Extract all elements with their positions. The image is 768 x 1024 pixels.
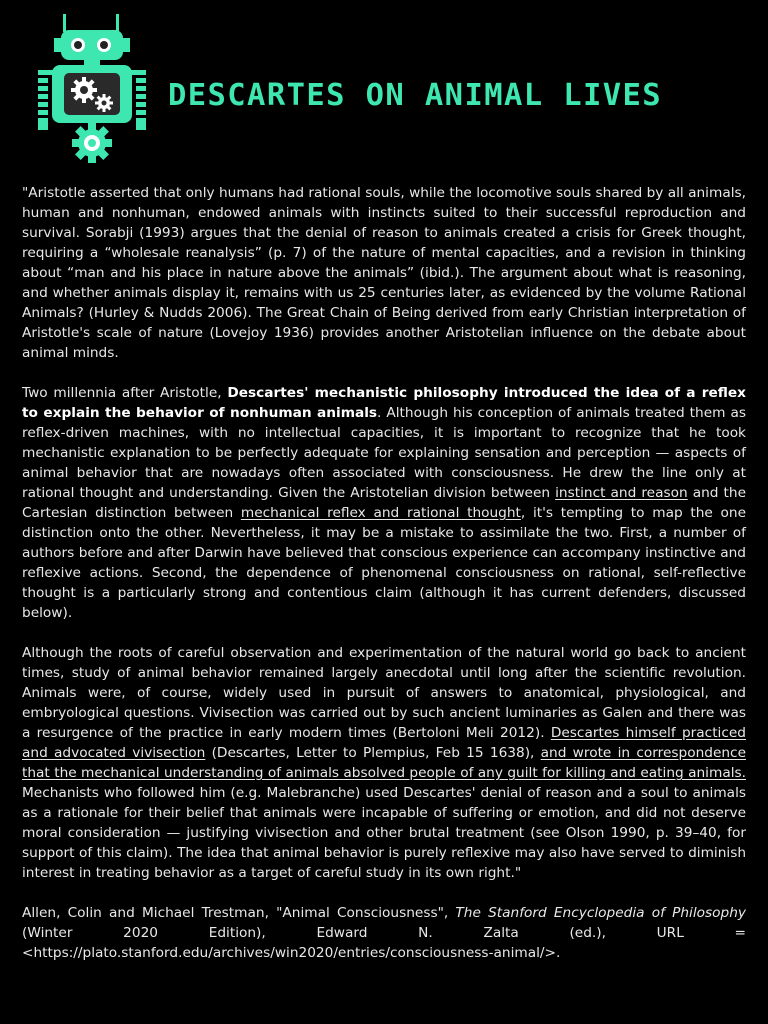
citation-text-1: Allen, Colin and Michael Trestman, "Animal Consciousness", (22, 905, 456, 921)
paragraph-2-text-4: , it's tempting to map the one distinction onto the other. Nevertheless, it may be a mistake to assimilate the two. First, a number of authors before and after Darwin have believed that conscious experience can accompany instinctive and reflexive actions. Second, the dependence of phenomenal consciousness on rational, self-reflective thought is a particularly strong and contentious claim (although it has current defenders, discussed below). (22, 505, 746, 621)
paragraph-3-text-3: Mechanists who followed him (e.g. Malebranche) used Descartes' denial of reason and a soul to animals as a rationale for their belief that animals were incapable of suffering or emotion, and did not deserve moral consideration — justifying vivisection and other brutal treatment (see Olson 1990, p. 39–40, for support of this claim). The idea that animal behavior is purely reflexive may also have served to diminish interest in treating behavior as a target of careful study in its own right." (22, 785, 746, 881)
link-instinct-and-reason[interactable]: instinct and reason (555, 485, 688, 501)
paragraph-2-text-1: Two millennia after Aristotle, (22, 385, 228, 401)
paragraph-2-bold: Descartes' mechanistic philosophy introduced the idea of a reflex to explain the behavior of nonhuman animals (22, 385, 746, 421)
citation-title: The Stanford Encyclopedia of Philosophy (455, 905, 746, 921)
citation (22, 903, 746, 963)
page-header (0, 0, 768, 170)
link-correspondence[interactable]: and wrote in correspondence that the mechanical understanding of animals absolved people of any guilt for killing and eating animals. (22, 745, 746, 781)
paragraph-3-text-1: Although the roots of careful observation and experimentation of the natural world go back to ancient times, study of animal behavior remained largely anecdotal until long after the scientific revolution. Animals were, of course, widely used in pursuit of answers to anatomical, physiological, and embryological questions. Vivisection was carried out by such ancient luminaries as Galen and there was a resurgence of the practice in early modern times (Bertoloni Meli 2012). (22, 645, 746, 741)
citation-text-2: (Winter 2020 Edition), Edward N. Zalta (ed.), URL = <https://plato.stanford.edu/archives/win2020/entries/consciousness-animal/>. (22, 925, 746, 961)
paragraph-2-text-2: . Although his conception of animals treated them as reflex-driven machines, with no intellectual capacities, it is important to recognize that he took mechanistic explanation to be perfectly adequate for explaining sensation and perception — aspects of animal behavior that are nowadays often associated with consciousness. He drew the line only at rational thought and understanding. Given the Aristotelian division between (22, 405, 746, 501)
paragraph-1-text: "Aristotle asserted that only humans had rational souls, while the locomotive souls shared by all animals, human and nonhuman, endowed animals with instincts suited to their successful reproduction and survival. Sorabji (1993) argues that the denial of reason to animals created a crisis for Greek thought, requiring a “wholesale reanalysis” (p. 7) of the nature of mental capacities, and a revision in thinking about “man and his place in nature above the animals” (ibid.). The argument about what is reasoning, and whether animals display it, remains with us 25 centuries later, as evidenced by the volume Rational Animals? (Hurley & Nudds 2006). The Great Chain of Being derived from early Christian interpretation of Aristotle's scale of nature (Lovejoy 1936) provides another Aristotelian influence on the debate about animal minds. (22, 185, 746, 361)
robot-with-gears-icon (30, 10, 155, 165)
link-descartes-vivisection[interactable]: Descartes himself practiced and advocated vivisection (22, 725, 746, 761)
article-body (22, 183, 746, 983)
paragraph-2-text-3: and the Cartesian distinction between (22, 485, 746, 521)
paragraph-3 (22, 643, 746, 883)
paragraph-2 (22, 383, 746, 623)
paragraph-1 (22, 183, 746, 363)
paragraph-3-text-2: (Descartes, Letter to Plempius, Feb 15 1638), (205, 745, 541, 761)
page-title: DESCARTES ON ANIMAL LIVES (168, 78, 663, 113)
link-mechanical-reflex[interactable]: mechanical reflex and rational thought (240, 505, 521, 521)
